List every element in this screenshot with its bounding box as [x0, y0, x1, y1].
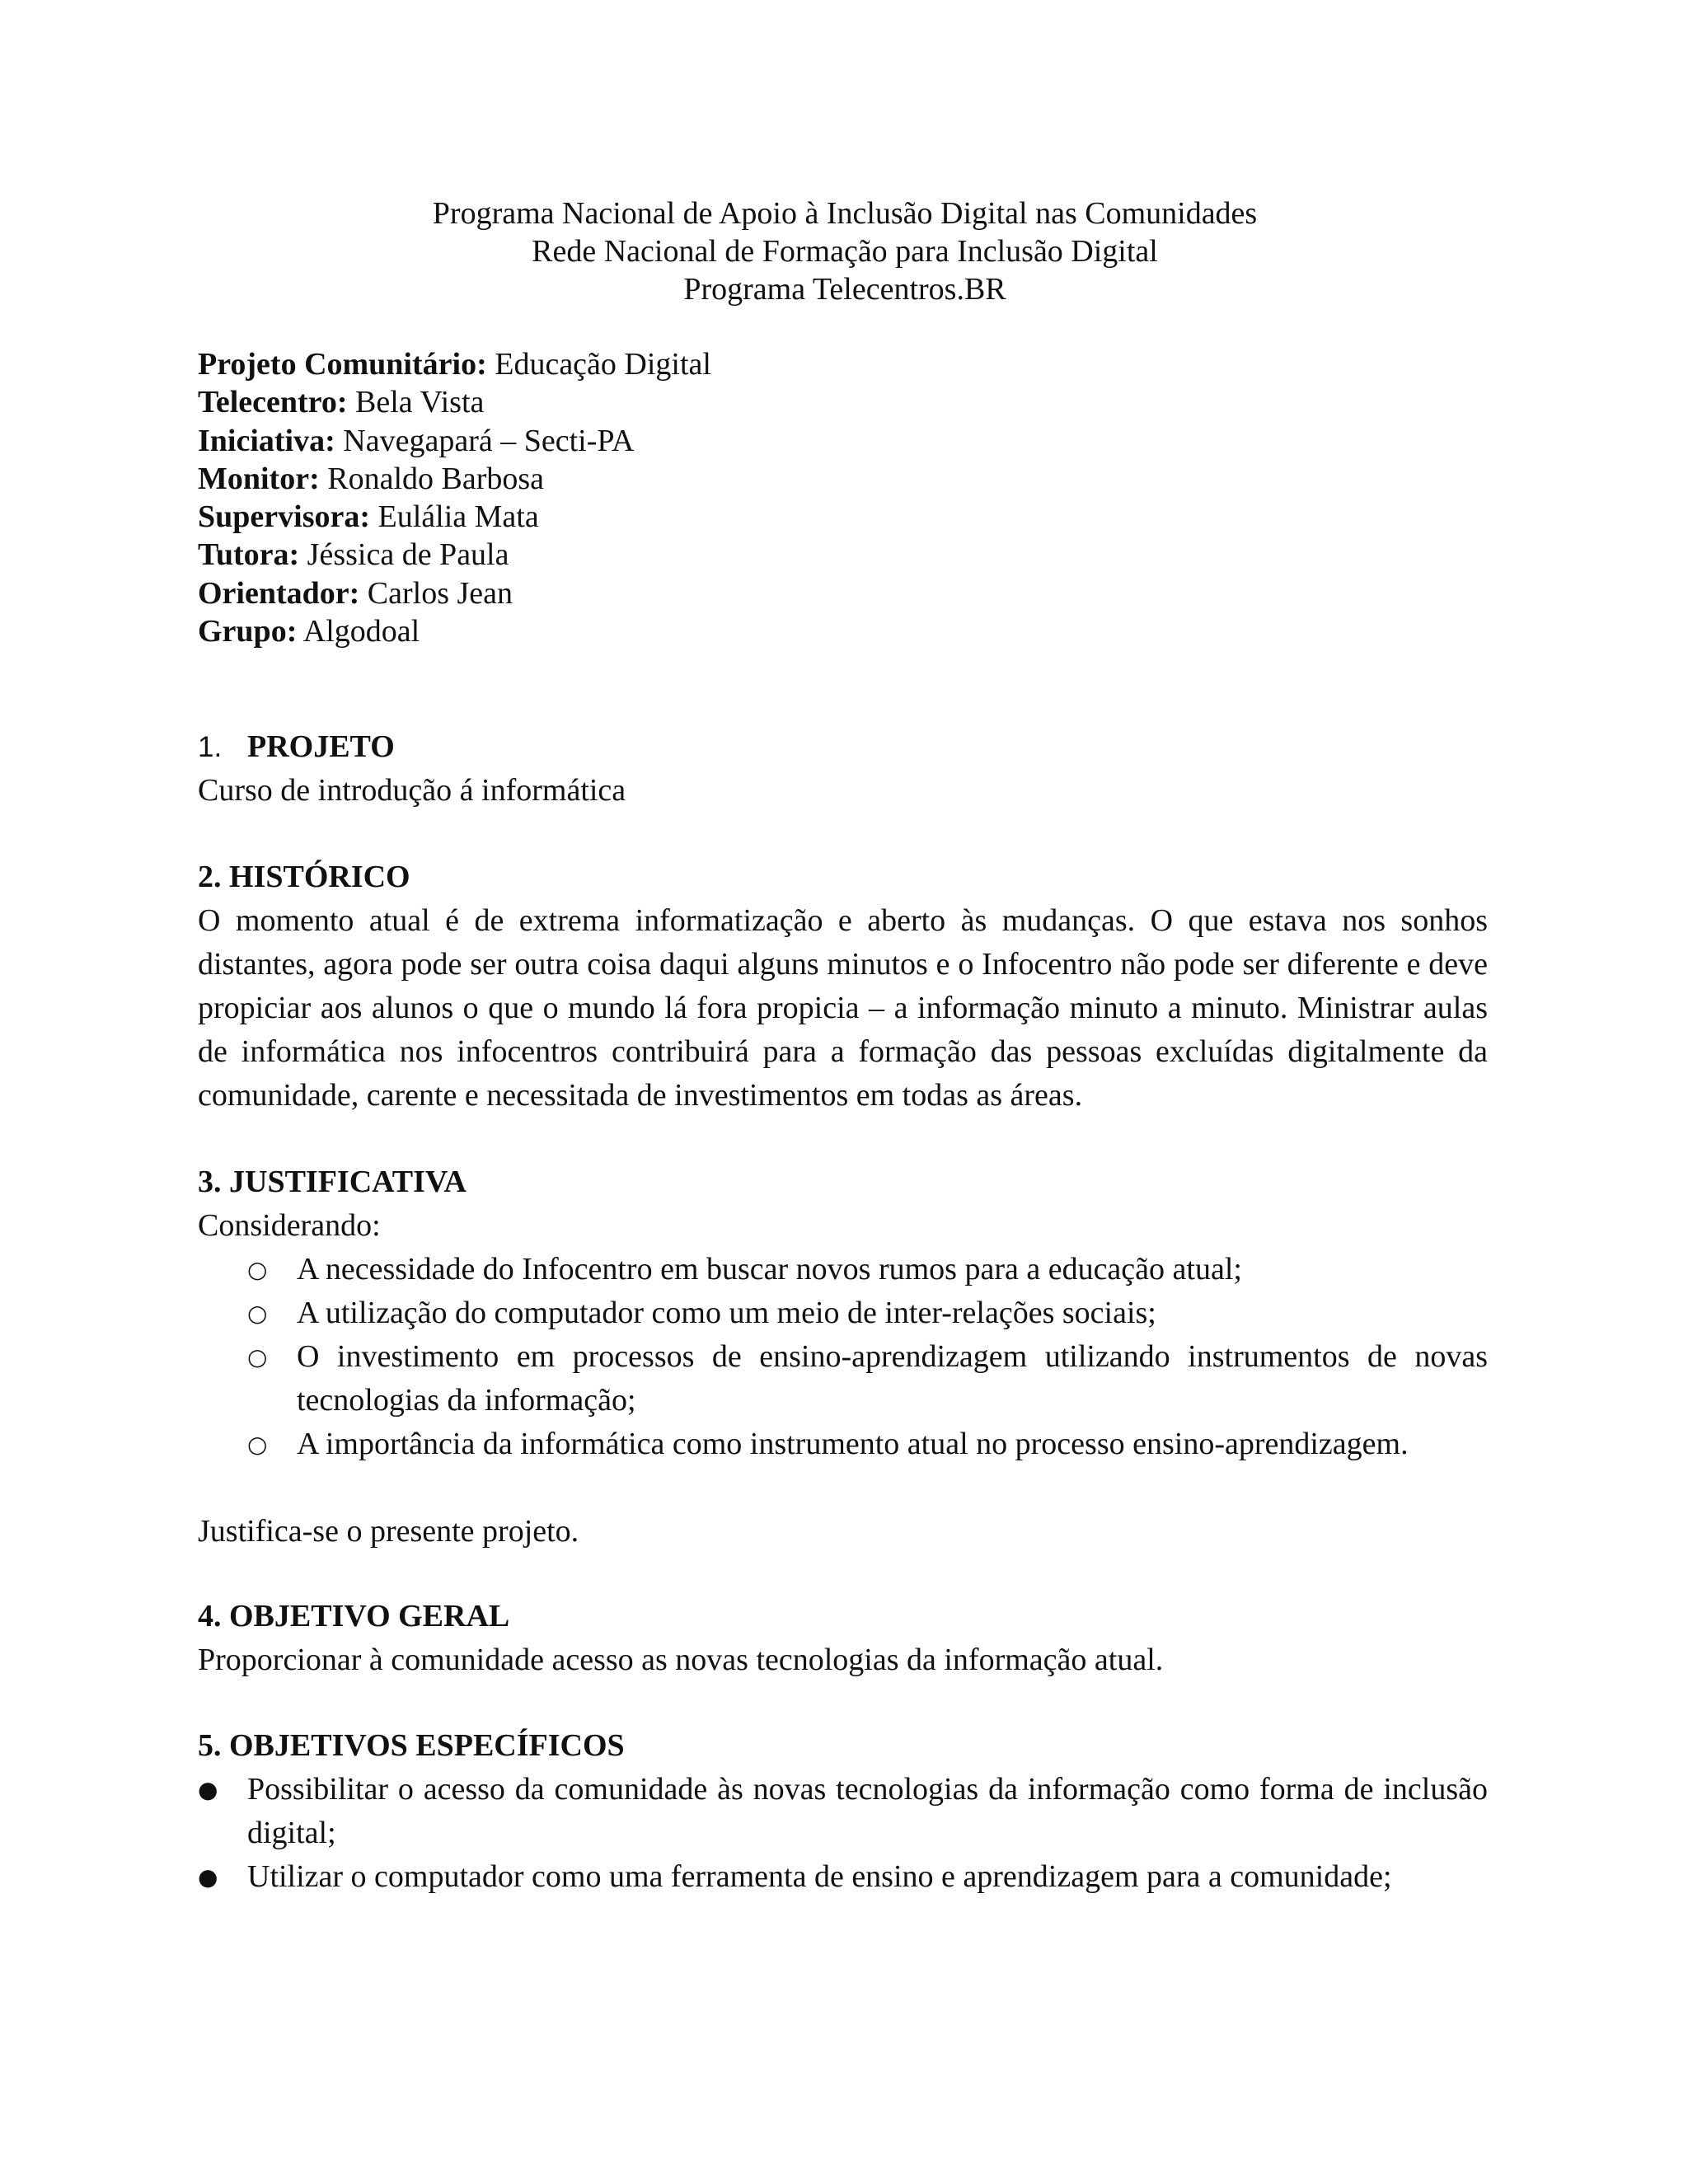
- section-text: Proporcionar à comunidade acesso as novas tecnologias da informação atual.: [198, 1643, 1164, 1677]
- list-item: [198, 1422, 1488, 1466]
- list-item-text: Possibilitar o acesso da comunidade às novas tecnologias da informação como forma de inclusão digital;: [247, 1772, 1488, 1850]
- info-row-grupo: [198, 612, 1492, 650]
- list-item: [198, 1855, 1488, 1899]
- info-value: Ronaldo Barbosa: [319, 461, 545, 496]
- list-item-text: O investimento em processos de ensino-aprendizagem utilizando instrumentos de novas tecnologias da informação;: [297, 1339, 1488, 1418]
- info-label: Monitor:: [198, 461, 320, 496]
- list-item: [198, 1335, 1488, 1422]
- section-paragraph: O momento atual é de extrema informatização e aberto às mudanças. O que estava nos sonhos distantes, agora pode ser outra coisa daqui alguns minutos e o Infocentro não pode ser diferente e deve propiciar aos alunos o que o mundo lá fora propicia – a informação minuto a minuto. Ministrar aulas de informática nos infocentros contribuirá para a formação das pessoas excluídas digitalmente da comunidade, carente e necessitada de investimentos em todas as áreas.: [198, 903, 1488, 1113]
- section-heading: 5. OBJETIVOS ESPECÍFICOS: [198, 1728, 625, 1763]
- section-objetivo-geral: [198, 1595, 1488, 1682]
- section-justificativa: [198, 1160, 1488, 1554]
- list-item-text: A utilização do computador como um meio de inter-relações sociais;: [297, 1296, 1156, 1330]
- info-row-supervisora: [198, 498, 1492, 536]
- list-item-text: A importância da informática como instrumento atual no processo ensino-aprendizagem.: [297, 1427, 1409, 1461]
- list-item: [198, 1291, 1488, 1335]
- header-line-2: Rede Nacional de Formação para Inclusão Digital: [532, 234, 1158, 269]
- document-header: [198, 194, 1492, 308]
- section-projeto: [198, 725, 1488, 813]
- justification-list: [198, 1248, 1488, 1466]
- info-row-telecentro: [198, 383, 1492, 421]
- info-value: Jéssica de Paula: [299, 537, 509, 573]
- objectives-list: [198, 1768, 1488, 1899]
- header-line-3: Programa Telecentros.BR: [683, 272, 1006, 307]
- list-item: [198, 1768, 1488, 1855]
- section-heading: 4. OBJETIVO GERAL: [198, 1599, 510, 1633]
- info-row-tutora: [198, 536, 1492, 574]
- bullet-circle-icon: ○: [247, 1256, 268, 1283]
- bullet-circle-icon: ○: [247, 1343, 268, 1371]
- info-row-projeto: [198, 345, 1492, 383]
- list-item-text: A necessidade do Infocentro em buscar novos rumos para a educação atual;: [297, 1252, 1242, 1286]
- info-label: Supervisora:: [198, 499, 370, 535]
- info-row-iniciativa: [198, 422, 1492, 460]
- info-label: Orientador:: [198, 575, 360, 611]
- info-label: Telecentro:: [198, 385, 348, 420]
- section-historico: [198, 855, 1488, 1118]
- project-info: [198, 345, 1492, 650]
- info-value: Eulália Mata: [370, 499, 539, 535]
- info-label: Tutora:: [198, 537, 300, 573]
- section-intro: Considerando:: [198, 1208, 381, 1243]
- info-label: Projeto Comunitário:: [198, 347, 487, 382]
- section-objetivos-especificos: [198, 1724, 1488, 1899]
- section-number: 1.: [198, 731, 223, 763]
- bullet-dot-icon: ●: [198, 1863, 218, 1891]
- section-heading: 2. HISTÓRICO: [198, 860, 410, 894]
- info-label: Grupo:: [198, 614, 298, 649]
- info-value: Bela Vista: [347, 385, 485, 420]
- info-label: Iniciativa:: [198, 423, 335, 458]
- section-heading: 3. JUSTIFICATIVA: [198, 1165, 467, 1199]
- info-value: Algodoal: [297, 614, 420, 649]
- header-line-1: Programa Nacional de Apoio à Inclusão Digital nas Comunidades: [432, 196, 1258, 231]
- bullet-circle-icon: ○: [247, 1300, 268, 1327]
- bullet-dot-icon: ●: [198, 1776, 218, 1803]
- list-item-text: Utilizar o computador como uma ferramenta de ensino e aprendizagem para a comunidade;: [247, 1859, 1392, 1894]
- bullet-circle-icon: ○: [247, 1431, 268, 1458]
- info-value: Carlos Jean: [359, 575, 513, 611]
- section-closing: Justifica-se o presente projeto.: [198, 1514, 579, 1549]
- section-text: Curso de introdução á informática: [198, 773, 626, 808]
- info-row-monitor: [198, 460, 1492, 498]
- info-row-orientador: [198, 574, 1492, 612]
- info-value: Educação Digital: [486, 347, 711, 382]
- list-item: [198, 1248, 1488, 1291]
- section-heading: PROJETO: [247, 729, 395, 764]
- info-value: Navegapará – Secti-PA: [335, 423, 635, 458]
